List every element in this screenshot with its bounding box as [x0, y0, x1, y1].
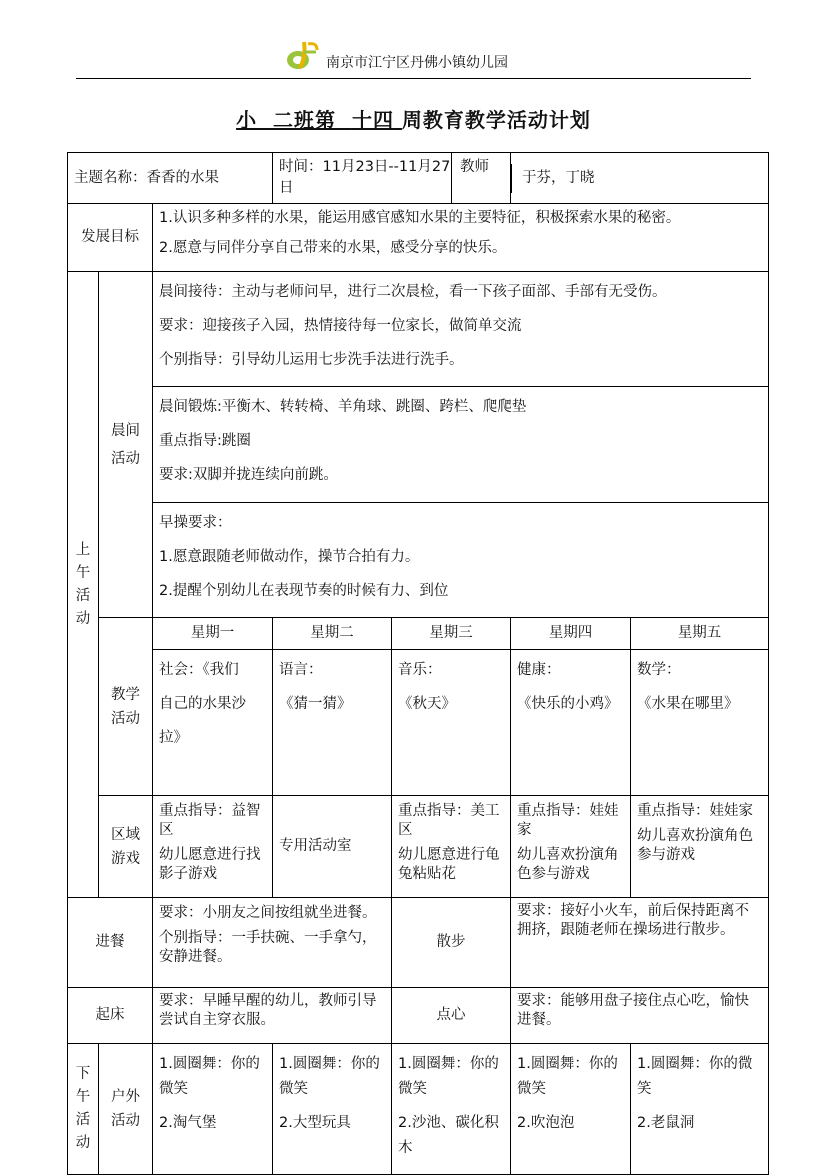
title-week: [336, 108, 402, 132]
area-line: 幼儿喜欢扮演角色参与游戏: [637, 828, 754, 863]
title-week-number: 十四: [351, 108, 394, 132]
wake-label: 起床: [68, 988, 153, 1044]
outdoor-fri: [631, 1044, 769, 1175]
theme-cell: 主题名称：香香的水果: [68, 153, 273, 204]
area-line: 重点指导：娃娃家: [637, 803, 754, 819]
outdoor-line: 2.大型玩具: [279, 1115, 351, 1131]
teaching-wed: [392, 650, 511, 796]
outdoor-label: [99, 1044, 153, 1175]
reception-content: [153, 272, 769, 387]
snack-content: 要求：能够用盘子接住点心吃，愉快进餐。: [511, 988, 769, 1044]
title-prefix: 小 二班第: [236, 108, 337, 132]
area-tue: [273, 796, 392, 898]
weekday-tue: 星期二: [273, 618, 392, 650]
area-row: [68, 796, 769, 898]
teaching-line: 自己的水果沙: [159, 696, 246, 712]
outdoor-line: 1.圆圈舞：你的微笑: [279, 1056, 380, 1097]
early-activity-label: [99, 272, 153, 618]
outdoor-line: 1.圆圈舞：你的微笑: [159, 1056, 260, 1097]
teaching-line: 《水果在哪里》: [637, 696, 739, 712]
wake-content: 要求：早睡早醒的幼儿，教师引导尝试自主穿衣服。: [153, 988, 392, 1044]
weekday-mon: 星期一: [153, 618, 273, 650]
outdoor-label-text: 户外活动: [111, 1089, 140, 1129]
teaching-line: 音乐：: [398, 662, 442, 678]
exercise-line: 要求:双脚并拢连续向前跳。: [159, 467, 338, 483]
teaching-line: 社会：《我们: [159, 662, 239, 678]
teaching-line: 《秋天》: [398, 696, 457, 712]
teaching-fri: [631, 650, 769, 796]
meal-line: 个别指导：一手扶碗、一手拿勺，安静进餐。: [159, 930, 377, 965]
teaching-tue: [273, 650, 392, 796]
walk-content: 要求：接好小火车，前后保持距离不拥挤，跟随老师在操场进行散步。: [511, 898, 769, 988]
afternoon-row: [68, 1044, 769, 1175]
teaching-line: 《猜一猜》: [279, 696, 352, 712]
meal-content: [153, 898, 392, 988]
weekly-plan-table: [67, 152, 769, 1175]
area-fri: [631, 796, 769, 898]
teaching-thu: [511, 650, 631, 796]
teaching-mon: [153, 650, 273, 796]
drill-line: 1.愿意跟随老师做动作，操节合拍有力。: [159, 549, 420, 565]
meal-label: 进餐: [68, 898, 153, 988]
teaching-line: 语言：: [279, 662, 323, 678]
school-logo-icon: [284, 38, 320, 72]
goals-content: [153, 204, 769, 272]
school-name: 南京市江宁区丹佛小镇幼儿园: [326, 55, 508, 71]
weekday-wed: 星期三: [392, 618, 511, 650]
morning-label-text: 上午活动: [75, 541, 91, 627]
walk-label: 散步: [392, 898, 511, 988]
snack-label: 点心: [392, 988, 511, 1044]
teaching-line: 健康：: [517, 662, 561, 678]
teaching-label: [99, 618, 153, 796]
outdoor-line: 1.圆圈舞：你的微笑: [517, 1056, 618, 1097]
drill-row: [68, 503, 769, 618]
exercise-line: 重点指导:跳圈: [159, 433, 251, 449]
weekday-header-row: [68, 618, 769, 650]
outdoor-line: 2.淘气堡: [159, 1115, 217, 1131]
outdoor-mon: [153, 1044, 273, 1175]
area-line: 重点指导：美工区: [398, 803, 500, 838]
area-line: 幼儿愿意进行龟兔粘贴花: [398, 847, 500, 882]
reception-line: 个别指导：引导幼儿运用七步洗手法进行洗手。: [159, 352, 464, 368]
area-label-text: 区域游戏: [111, 826, 140, 867]
teacher-label: 教师: [451, 153, 510, 203]
teaching-row: [68, 650, 769, 796]
teaching-line: 拉》: [159, 730, 188, 746]
area-label: [99, 796, 153, 898]
early-activity-label-text: 晨间活动: [111, 422, 140, 467]
info-row: [68, 153, 769, 204]
morning-label: [68, 272, 99, 898]
weekday-thu: 星期四: [511, 618, 631, 650]
area-mon: [153, 796, 273, 898]
title-suffix: 周教育教学活动计划: [401, 108, 591, 132]
afternoon-label-text: 下午活动: [75, 1066, 91, 1151]
page-title: [0, 104, 827, 133]
meal-row: [68, 898, 769, 988]
outdoor-line: 2.吹泡泡: [517, 1115, 575, 1131]
area-line: 重点指导：益智区: [159, 803, 261, 838]
teaching-line: 数学：: [637, 662, 681, 678]
teacher-cell: [511, 153, 769, 204]
reception-row: [68, 272, 769, 387]
exercise-content: [153, 387, 769, 503]
area-line: 重点指导：娃娃家: [517, 803, 619, 838]
teacher-names: 于芬，丁晓: [522, 169, 595, 186]
outdoor-tue: [273, 1044, 392, 1175]
area-line: 幼儿喜欢扮演角色参与游戏: [517, 847, 619, 882]
afternoon-label: [68, 1044, 99, 1175]
goal-item: 1.认识多种多样的水果，能运用感官感知水果的主要特征，积极探索水果的秘密。: [159, 210, 681, 226]
reception-line: 晨间接待：主动与老师问早，进行二次晨检，看一下孩子面部、手部有无受伤。: [159, 284, 667, 300]
weekday-fri: 星期五: [631, 618, 769, 650]
outdoor-wed: [392, 1044, 511, 1175]
drill-content: [153, 503, 769, 618]
goals-row: [68, 204, 769, 272]
outdoor-line: 1.圆圈舞：你的微笑: [637, 1056, 753, 1097]
time-cell: [273, 153, 511, 204]
exercise-row: [68, 387, 769, 503]
outdoor-line: 2.老鼠洞: [637, 1115, 695, 1131]
area-wed: [392, 796, 511, 898]
exercise-line: 晨间锻炼:平衡木、转转椅、羊角球、跳圈、跨栏、爬爬垫: [159, 399, 527, 415]
reception-line: 要求：迎接孩子入园，热情接待每一位家长，做简单交流: [159, 318, 522, 334]
area-line: 幼儿愿意进行找影子游戏: [159, 847, 261, 882]
outdoor-line: 1.圆圈舞：你的微笑: [398, 1056, 499, 1097]
page-header: [76, 36, 751, 79]
area-line: 专用活动室: [279, 838, 352, 854]
teaching-line: 《快乐的小鸡》: [517, 696, 619, 712]
teaching-label-text: 教学活动: [111, 686, 140, 727]
meal-line: 要求：小朋友之间按组就坐进餐。: [159, 905, 377, 921]
goal-item: 2.愿意与同伴分享自己带来的水果，感受分享的快乐。: [159, 240, 507, 256]
area-thu: [511, 796, 631, 898]
drill-line: 早操要求：: [159, 515, 232, 531]
goals-label: 发展目标: [68, 204, 153, 272]
drill-line: 2.提醒个别幼儿在表现节奏的时候有力、到位: [159, 583, 449, 599]
time-text: 时间：11月23日--11月27日: [279, 159, 451, 196]
outdoor-thu: [511, 1044, 631, 1175]
outdoor-line: 2.沙池、碳化积木: [398, 1115, 499, 1156]
wake-row: [68, 988, 769, 1044]
